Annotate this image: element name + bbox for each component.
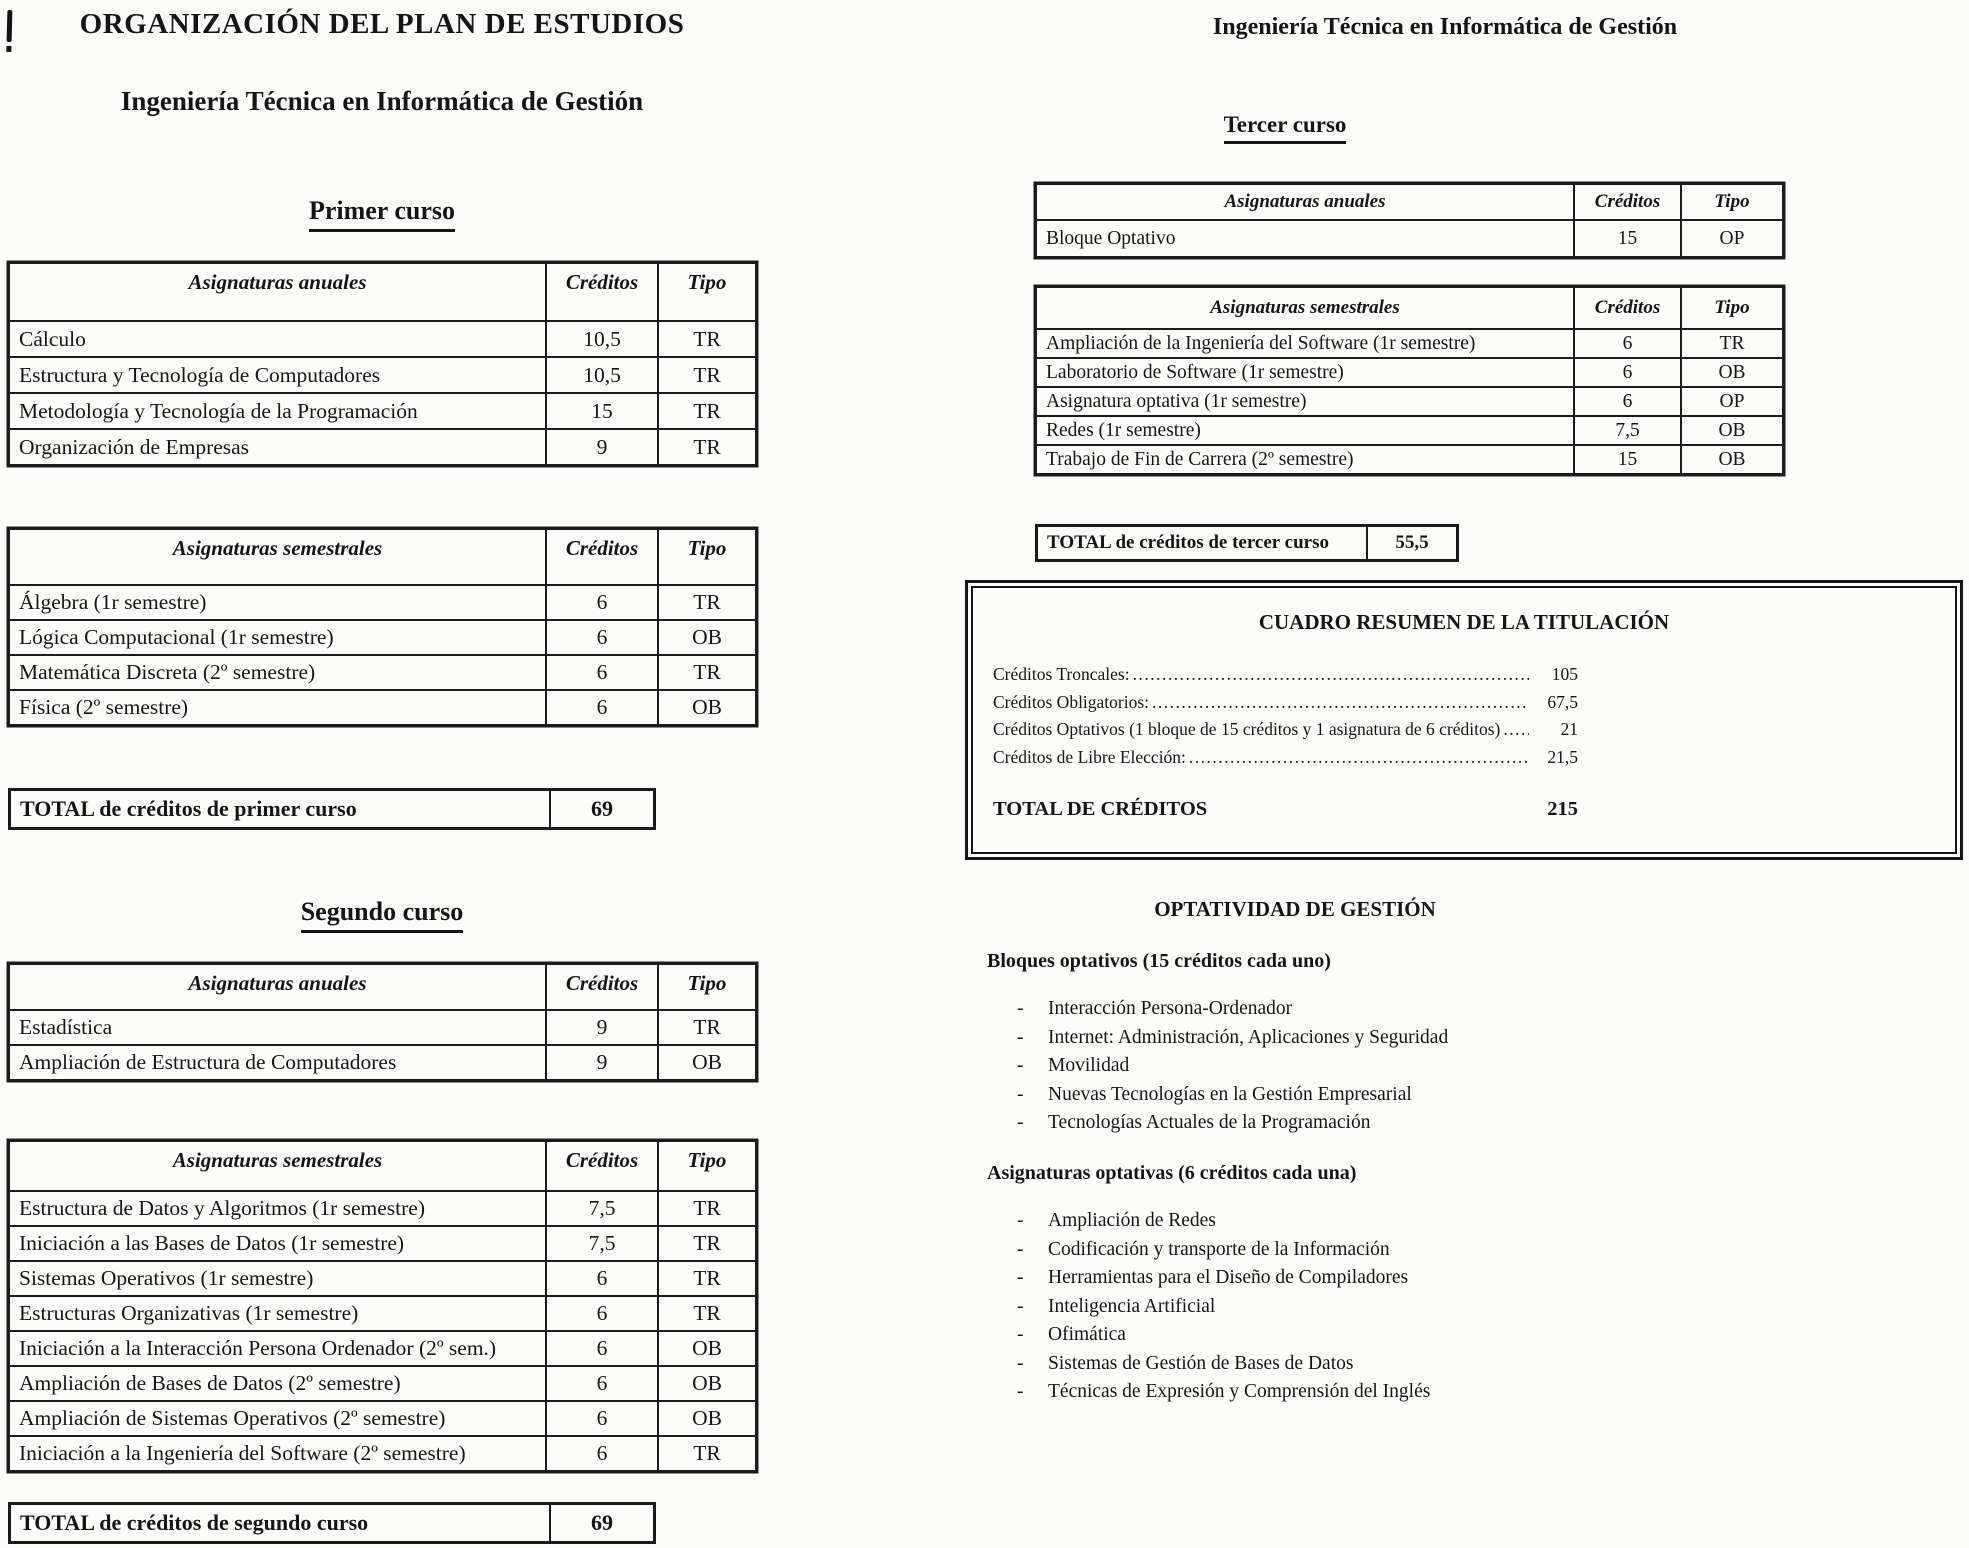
table-row <box>1036 220 1783 257</box>
credits-cell: 6 <box>546 620 658 655</box>
list-item-label: Codificación y transporte de la Información <box>1048 1238 1390 1260</box>
summary-value: 21 <box>1560 719 1578 739</box>
list-item <box>1012 1293 1732 1322</box>
table-row <box>9 1261 756 1296</box>
dash-bullet: - <box>1017 1295 1024 1317</box>
summary-label: Créditos Optativos (1 bloque de 15 créditos y 1 asignatura de 6 créditos) <box>993 719 1501 739</box>
list-item-label: Internet: Administración, Aplicaciones y Seguridad <box>1048 1026 1449 1048</box>
column-header-type: Tipo <box>658 263 756 321</box>
column-header-credits: Créditos <box>546 1141 658 1191</box>
list-item-label: Movilidad <box>1048 1055 1130 1076</box>
credits-cell: 6 <box>546 1331 658 1366</box>
table-header-row <box>9 529 756 585</box>
table-header-row <box>9 1141 756 1191</box>
third-course-total-row <box>1035 524 1459 562</box>
subject-cell: Lógica Computacional (1r semestre) <box>9 620 546 655</box>
list-item <box>1012 1207 1732 1236</box>
column-header-type: Tipo <box>1681 287 1783 329</box>
type-cell: OP <box>1681 220 1783 257</box>
second-course-heading: Segundo curso <box>12 897 752 933</box>
table-row <box>9 357 756 393</box>
column-header-type: Tipo <box>1681 184 1783 220</box>
electives-section-title: OPTATIVIDAD DE GESTIÓN <box>1154 897 1436 921</box>
total-value: 69 <box>591 796 613 821</box>
degree-summary-box <box>965 580 1963 860</box>
list-item <box>1012 1236 1732 1265</box>
type-cell: OB <box>658 690 756 725</box>
table-row <box>9 1366 756 1401</box>
column-header-credits: Créditos <box>1574 184 1681 220</box>
type-cell: TR <box>1681 329 1783 358</box>
list-item-label: Tecnologías Actuales de la Programación <box>1048 1112 1371 1133</box>
column-header-credits: Créditos <box>546 964 658 1010</box>
type-cell: TR <box>658 1261 756 1296</box>
table-row <box>9 1331 756 1366</box>
dot-leader <box>1133 661 1529 689</box>
credits-cell: 6 <box>546 655 658 690</box>
list-item <box>1012 1081 1732 1110</box>
dash-bullet: - <box>1017 1267 1024 1288</box>
type-cell: TR <box>658 1191 756 1226</box>
table-row <box>9 1010 756 1045</box>
subject-cell: Ampliación de Bases de Datos (2º semestre) <box>9 1366 546 1401</box>
elective-blocks-list <box>1012 995 1732 1138</box>
dash-bullet: - <box>1017 1026 1024 1048</box>
list-item-label: Herramientas para el Diseño de Compiladores <box>1048 1267 1409 1288</box>
table-row <box>9 321 756 357</box>
subject-cell: Estructuras Organizativas (1r semestre) <box>9 1296 546 1331</box>
list-item <box>1012 1024 1732 1053</box>
type-cell: TR <box>658 585 756 620</box>
column-header-subject: Asignaturas anuales <box>9 964 546 1010</box>
list-item <box>1012 1109 1732 1138</box>
subject-cell: Laboratorio de Software (1r semestre) <box>1036 358 1574 387</box>
list-item <box>1012 1052 1732 1081</box>
column-header-subject: Asignaturas semestrales <box>9 529 546 585</box>
column-header-type: Tipo <box>658 964 756 1010</box>
table-header-row <box>9 263 756 321</box>
credits-cell: 7,5 <box>546 1226 658 1261</box>
summary-total-value: 215 <box>1547 798 1578 820</box>
subject-cell: Metodología y Tecnología de la Programación <box>9 393 546 429</box>
list-item-label: Sistemas de Gestión de Bases de Datos <box>1048 1352 1354 1374</box>
credits-cell: 6 <box>546 1366 658 1401</box>
elective-subjects-list <box>1012 1207 1732 1407</box>
list-item <box>1012 1321 1732 1350</box>
type-cell: OB <box>1681 416 1783 445</box>
list-item <box>1012 1378 1732 1407</box>
table-row <box>9 1436 756 1471</box>
summary-value: 21,5 <box>1547 746 1578 767</box>
credits-cell: 6 <box>546 1436 658 1471</box>
summary-total-label: TOTAL DE CRÉDITOS <box>993 798 1208 820</box>
list-item-label: Interacción Persona-Ordenador <box>1048 998 1293 1019</box>
dash-bullet: - <box>1017 1083 1024 1105</box>
type-cell: TR <box>658 1296 756 1331</box>
list-item-label: Técnicas de Expresión y Comprensión del Inglés <box>1048 1381 1431 1402</box>
type-cell: TR <box>658 357 756 393</box>
third-course-semester-table <box>1035 286 1782 475</box>
list-item-label: Ampliación de Redes <box>1048 1210 1216 1231</box>
subject-cell: Cálculo <box>9 321 546 357</box>
elective-blocks-heading: Bloques optativos (15 créditos cada uno) <box>987 950 1331 972</box>
summary-label: Créditos Troncales: <box>993 664 1130 684</box>
credits-cell: 7,5 <box>546 1191 658 1226</box>
table-header-row <box>1036 184 1783 220</box>
second-course-semester-table <box>8 1140 755 1472</box>
column-header-credits: Créditos <box>546 529 658 585</box>
type-cell: OP <box>1681 387 1783 416</box>
summary-row <box>993 716 1578 744</box>
type-cell: OB <box>658 620 756 655</box>
subject-cell: Ampliación de Estructura de Computadores <box>9 1045 546 1080</box>
document-title: ORGANIZACIÓN DEL PLAN DE ESTUDIOS <box>79 8 685 40</box>
total-label: TOTAL de créditos de tercer curso <box>1038 527 1368 559</box>
column-header-subject: Asignaturas anuales <box>9 263 546 321</box>
subject-cell: Estructura de Datos y Algoritmos (1r semestre) <box>9 1191 546 1226</box>
table-row <box>9 1191 756 1226</box>
type-cell: TR <box>658 1436 756 1471</box>
type-cell: TR <box>658 393 756 429</box>
type-cell: TR <box>658 1010 756 1045</box>
degree-summary-box-inner <box>971 586 1957 854</box>
subject-cell: Organización de Empresas <box>9 429 546 465</box>
table-row <box>1036 416 1783 445</box>
first-course-semester-table <box>8 528 755 726</box>
credits-cell: 15 <box>546 393 658 429</box>
subject-cell: Estadística <box>9 1010 546 1045</box>
type-cell: OB <box>1681 445 1783 474</box>
subject-cell: Física (2º semestre) <box>9 690 546 725</box>
table-row <box>1036 445 1783 474</box>
credits-cell: 7,5 <box>1574 416 1681 445</box>
dot-leader <box>1152 689 1529 717</box>
summary-value: 105 <box>1551 664 1578 684</box>
second-course-total-row <box>8 1502 656 1544</box>
column-header-type: Tipo <box>658 1141 756 1191</box>
table-row <box>9 1226 756 1261</box>
table-row <box>9 429 756 465</box>
table-row <box>1036 329 1783 358</box>
table-row <box>9 393 756 429</box>
dash-bullet: - <box>1017 998 1024 1019</box>
right-page-header: Ingeniería Técnica en Informática de Gestión <box>1212 14 1678 40</box>
degree-subtitle: Ingeniería Técnica en Informática de Gestión <box>120 86 644 116</box>
elective-subjects-heading: Asignaturas optativas (6 créditos cada una) <box>987 1162 1357 1184</box>
table-row <box>9 1296 756 1331</box>
summary-row <box>993 689 1578 717</box>
type-cell: TR <box>658 1226 756 1261</box>
credits-cell: 10,5 <box>546 357 658 393</box>
dash-bullet: - <box>1017 1210 1024 1231</box>
credits-cell: 6 <box>1574 387 1681 416</box>
third-course-heading: Tercer curso <box>960 112 1610 144</box>
list-item-label: Inteligencia Artificial <box>1048 1295 1216 1317</box>
credits-cell: 6 <box>1574 329 1681 358</box>
column-header-credits: Créditos <box>1574 287 1681 329</box>
first-course-annual-table <box>8 262 755 466</box>
dash-bullet: - <box>1017 1324 1024 1345</box>
summary-title: CUADRO RESUMEN DE LA TITULACIÓN <box>1258 610 1670 634</box>
summary-rows <box>993 661 1578 771</box>
credits-cell: 9 <box>546 429 658 465</box>
dot-leader <box>1503 716 1529 744</box>
table-row <box>1036 358 1783 387</box>
list-item-label: Ofimática <box>1048 1324 1126 1345</box>
table-header-row <box>9 964 756 1010</box>
subject-cell: Iniciación a la Interacción Persona Ordenador (2º sem.) <box>9 1331 546 1366</box>
type-cell: TR <box>658 655 756 690</box>
credits-cell: 6 <box>546 1261 658 1296</box>
column-header-subject: Asignaturas semestrales <box>1036 287 1574 329</box>
subject-cell: Asignatura optativa (1r semestre) <box>1036 387 1574 416</box>
type-cell: TR <box>658 321 756 357</box>
type-cell: OB <box>658 1401 756 1436</box>
total-value: 55,5 <box>1395 532 1429 553</box>
subject-cell: Redes (1r semestre) <box>1036 416 1574 445</box>
dot-leader <box>1189 744 1529 772</box>
dash-bullet: - <box>1017 1055 1024 1076</box>
summary-row <box>993 661 1578 689</box>
table-row <box>9 1401 756 1436</box>
subject-cell: Ampliación de Sistemas Operativos (2º semestre) <box>9 1401 546 1436</box>
list-item <box>1012 995 1732 1024</box>
credits-cell: 9 <box>546 1045 658 1080</box>
table-row <box>9 585 756 620</box>
total-label: TOTAL de créditos de segundo curso <box>11 1505 551 1541</box>
dash-bullet: - <box>1017 1112 1024 1133</box>
column-header-subject: Asignaturas semestrales <box>9 1141 546 1191</box>
dash-bullet: - <box>1017 1381 1024 1402</box>
summary-label: Créditos de Libre Elección: <box>993 746 1186 767</box>
total-label: TOTAL de créditos de primer curso <box>11 791 551 827</box>
subject-cell: Iniciación a las Bases de Datos (1r semestre) <box>9 1226 546 1261</box>
second-course-annual-table <box>8 963 755 1081</box>
subject-cell: Ampliación de la Ingeniería del Software (1r semestre) <box>1036 329 1574 358</box>
credits-cell: 6 <box>546 1296 658 1331</box>
subject-cell: Sistemas Operativos (1r semestre) <box>9 1261 546 1296</box>
type-cell: OB <box>1681 358 1783 387</box>
credits-cell: 6 <box>1574 358 1681 387</box>
credits-cell: 6 <box>546 1401 658 1436</box>
credits-cell: 6 <box>546 690 658 725</box>
column-header-credits: Créditos <box>546 263 658 321</box>
dash-bullet: - <box>1017 1352 1024 1374</box>
table-row <box>9 655 756 690</box>
summary-label: Créditos Obligatorios: <box>993 691 1150 712</box>
table-row <box>9 690 756 725</box>
credits-cell: 15 <box>1574 445 1681 474</box>
table-row <box>9 1045 756 1080</box>
summary-value: 67,5 <box>1547 691 1578 712</box>
column-header-subject: Asignaturas anuales <box>1036 184 1574 220</box>
list-item-label: Nuevas Tecnologías en la Gestión Empresarial <box>1048 1083 1412 1105</box>
credits-cell: 15 <box>1574 220 1681 257</box>
first-course-heading: Primer curso <box>12 196 752 232</box>
subject-cell: Bloque Optativo <box>1036 220 1574 257</box>
summary-row <box>993 744 1578 772</box>
subject-cell: Matemática Discreta (2º semestre) <box>9 655 546 690</box>
type-cell: OB <box>658 1331 756 1366</box>
subject-cell: Álgebra (1r semestre) <box>9 585 546 620</box>
table-row <box>1036 387 1783 416</box>
credits-cell: 9 <box>546 1010 658 1045</box>
list-item <box>1012 1264 1732 1293</box>
summary-total-row <box>993 798 1578 821</box>
third-course-annual-table <box>1035 183 1782 258</box>
type-cell: TR <box>658 429 756 465</box>
table-header-row <box>1036 287 1783 329</box>
subject-cell: Iniciación a la Ingeniería del Software (2º semestre) <box>9 1436 546 1471</box>
subject-cell: Estructura y Tecnología de Computadores <box>9 357 546 393</box>
credits-cell: 10,5 <box>546 321 658 357</box>
list-item <box>1012 1350 1732 1379</box>
type-cell: OB <box>658 1366 756 1401</box>
dash-bullet: - <box>1017 1238 1024 1260</box>
table-row <box>9 620 756 655</box>
type-cell: OB <box>658 1045 756 1080</box>
subject-cell: Trabajo de Fin de Carrera (2º semestre) <box>1036 445 1574 474</box>
column-header-type: Tipo <box>658 529 756 585</box>
total-value: 69 <box>591 1510 613 1535</box>
first-course-total-row <box>8 788 656 830</box>
credits-cell: 6 <box>546 585 658 620</box>
